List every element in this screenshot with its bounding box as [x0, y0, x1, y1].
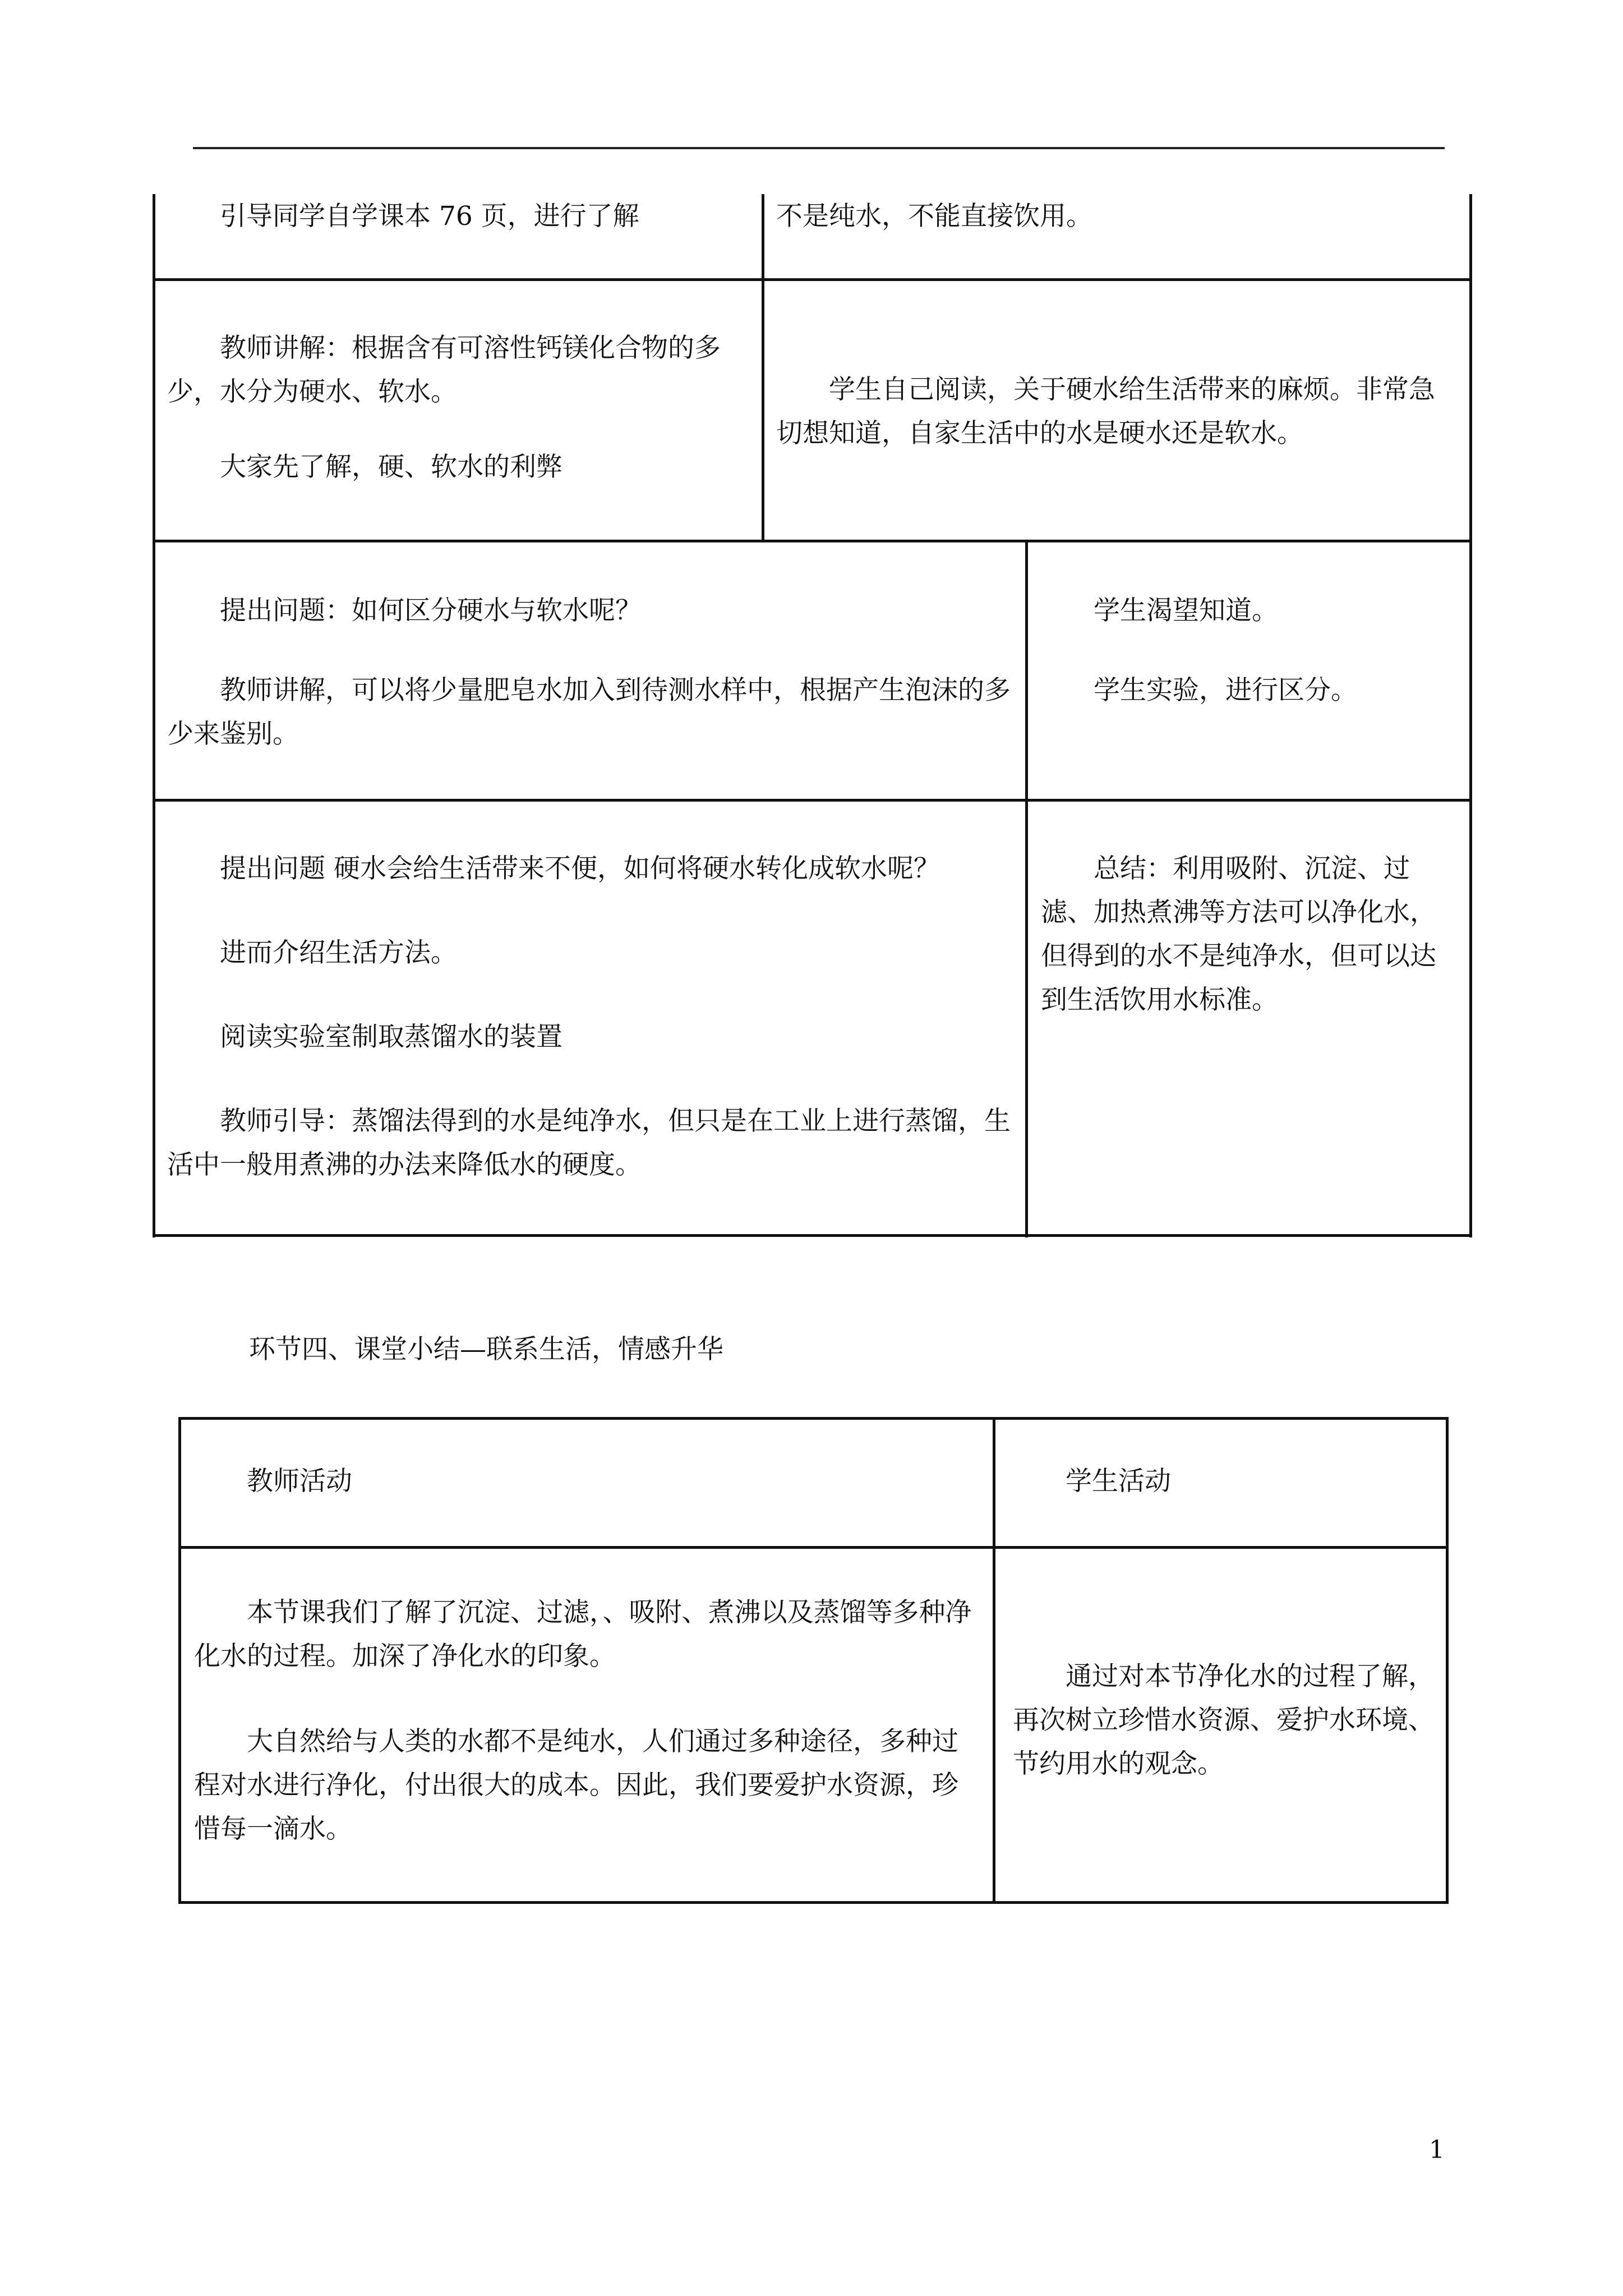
table2-left-border — [178, 1417, 181, 1904]
cell-paragraph: 不是纯水，不能直接饮用。 — [776, 201, 1092, 232]
teacher-cell — [167, 847, 1014, 1187]
header-label: 教师活动 — [247, 1466, 352, 1497]
cell-paragraph: 大自然给与人类的水都不是纯水，人们通过多种途径，多种过程对水进行净化，付出很大的成本。因此，我们要爱护水资源，珍惜每一滴水。 — [194, 1726, 958, 1844]
student-cell — [1041, 847, 1459, 1022]
table1-row-line — [153, 278, 1472, 281]
cell-paragraph: 教师讲解，可以将少量肥皂水加入到待测水样中，根据产生泡沫的多少来鉴别。 — [167, 675, 1011, 749]
table1-left-border — [153, 194, 155, 1237]
cell-paragraph: 阅读实验室制取蒸馏水的装置 — [220, 1022, 562, 1052]
section-heading: 环节四、课堂小结—联系生活，情感升华 — [249, 1334, 723, 1365]
teacher-cell — [194, 1591, 981, 1851]
student-cell — [776, 368, 1458, 455]
table1-bottom-border — [153, 1234, 1472, 1237]
header-label: 学生活动 — [1066, 1466, 1171, 1497]
cell-paragraph: 进而介绍生活方法。 — [220, 937, 457, 968]
cell-paragraph: 引导同学自学课本 76 页，进行了解 — [220, 201, 639, 232]
cell-paragraph: 总结：利用吸附、沉淀、过滤、加热煮沸等方法可以净化水，但得到的水不是纯净水，但可以达到生活饮用水标准。 — [1041, 853, 1436, 1015]
teacher-cell — [167, 326, 750, 489]
table1-divider-upper — [762, 194, 764, 542]
student-cell — [1041, 589, 1459, 712]
table2-right-border — [1446, 1417, 1449, 1904]
cell-paragraph: 教师讲解：根据含有可溶性钙镁化合物的多少，水分为硬水、软水。 — [167, 333, 721, 407]
cell-paragraph: 大家先了解，硬、软水的利弊 — [220, 452, 562, 482]
table1-right-border — [1469, 194, 1472, 1237]
table2-top-border — [178, 1417, 1449, 1420]
student-activity-header — [1013, 1460, 1433, 1503]
cell-paragraph: 提出问题 硬水会给生活带来不便，如何将硬水转化成软水呢？ — [220, 853, 940, 884]
cell-paragraph: 通过对本节净化水的过程了解，再次树立珍惜水资源、爱护水环境、节约用水的观念。 — [1013, 1661, 1435, 1779]
cell-paragraph: 教师引导：蒸馏法得到的水是纯净水，但只是在工业上进行蒸馏，生活中一般用煮沸的办法来降低水的硬度。 — [167, 1106, 1011, 1180]
teacher-cell — [167, 194, 750, 238]
table2-bottom-border — [178, 1901, 1449, 1904]
header-rule — [193, 147, 1445, 149]
table1-row-line — [153, 540, 1472, 542]
cell-paragraph: 提出问题：如何区分硬水与软水呢？ — [220, 595, 642, 626]
cell-paragraph: 学生实验，进行区分。 — [1094, 675, 1357, 706]
table2-divider — [993, 1417, 995, 1904]
table1-divider-lower — [1025, 540, 1028, 1237]
cell-paragraph: 学生自己阅读，关于硬水给生活带来的麻烦。非常急切想知道，自家生活中的水是硬水还是软水。 — [776, 374, 1435, 449]
cell-paragraph: 学生渴望知道。 — [1094, 595, 1278, 626]
teacher-cell — [167, 589, 1014, 756]
student-cell — [776, 194, 1458, 238]
cell-paragraph: 本节课我们了解了沉淀、过滤，、吸附、煮沸以及蒸馏等多种净化水的过程。加深了净化水的印象。 — [194, 1597, 972, 1672]
student-cell — [1013, 1655, 1436, 1786]
table1-row-line — [153, 799, 1472, 802]
page-number: 1 — [1429, 2136, 1445, 2164]
table2-row-line — [178, 1546, 1449, 1549]
teacher-activity-header — [194, 1460, 979, 1503]
